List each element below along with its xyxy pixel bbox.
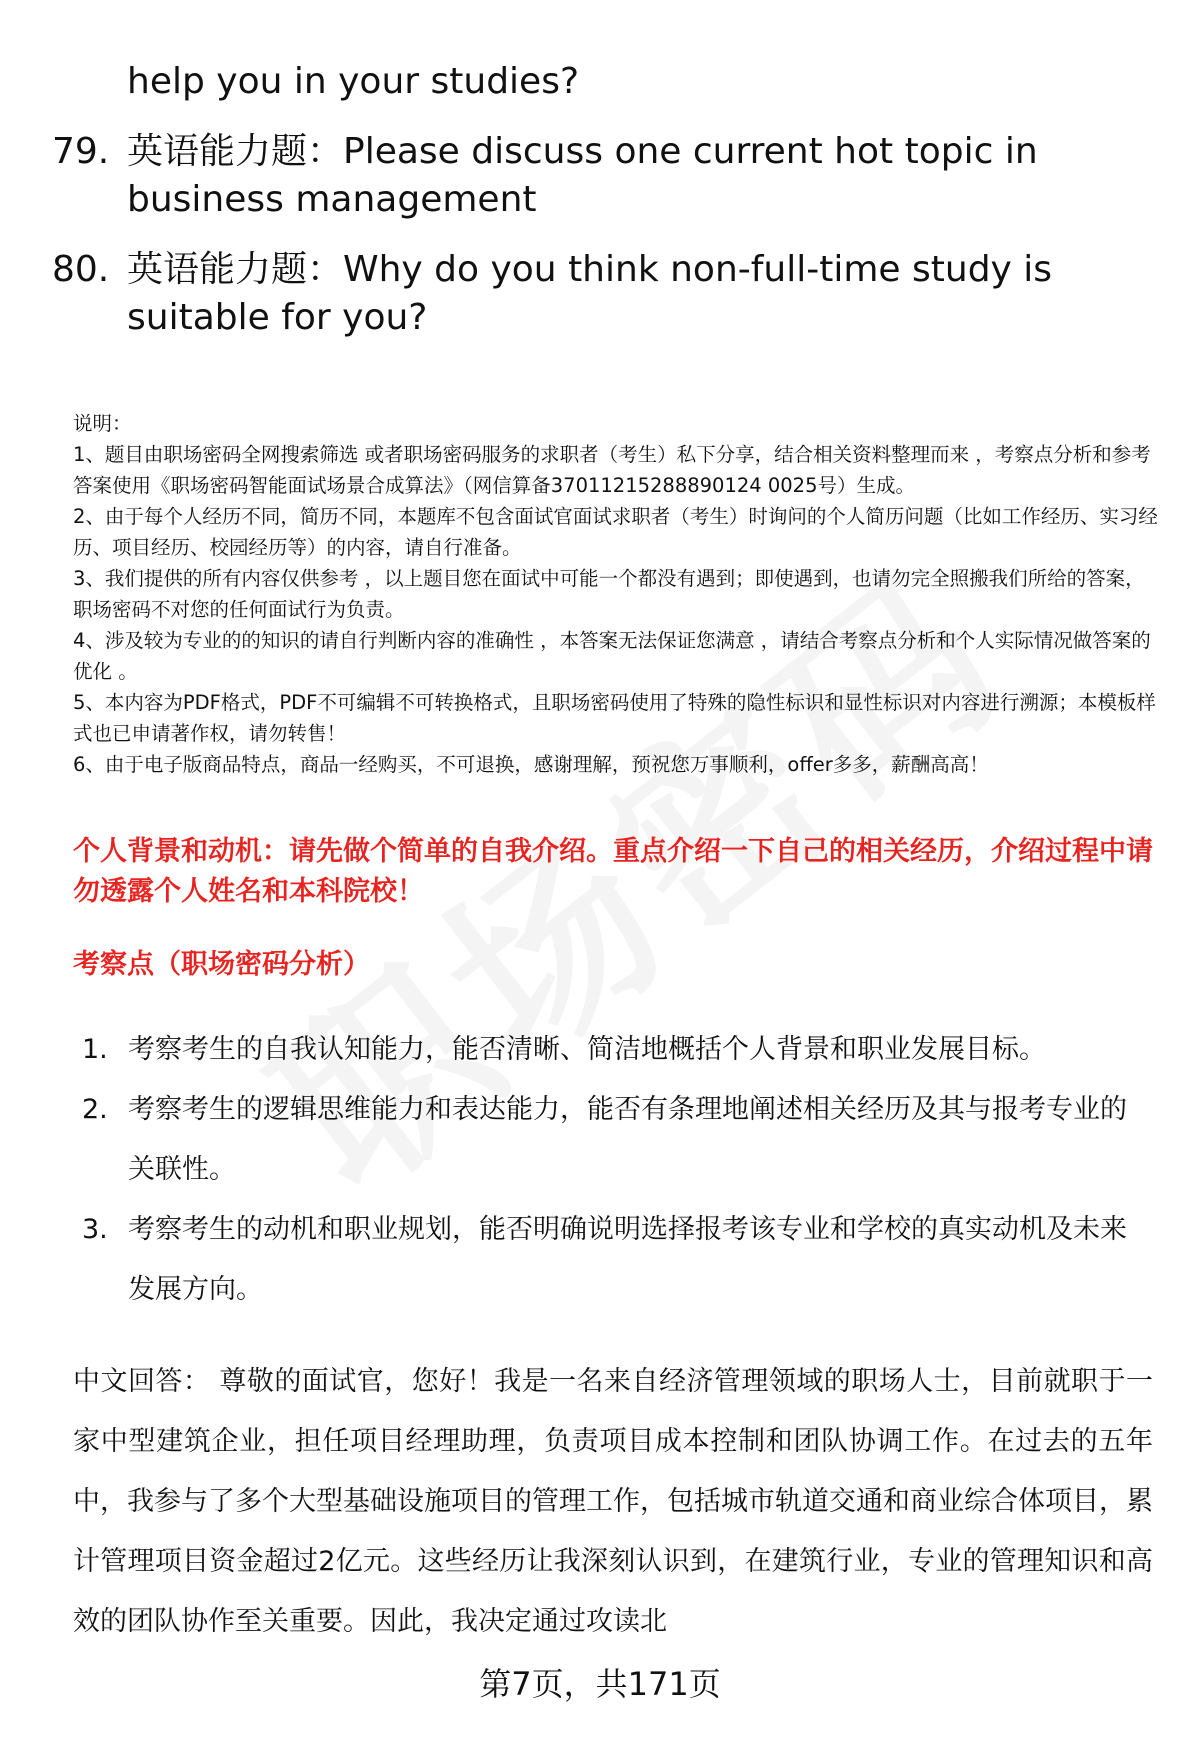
answer-text: 中文回答： 尊敬的面试官，您好！我是一名来自经济管理领域的职场人士，目前就职于一家中型建筑企业，担任项目经理助理，负责项目成本控制和团队协调工作。在过去的五年中，我参与了多个大型基础设施项目的管理工作，包括城市轨道交通和商业综合体项目，累计管理项目资金超过2亿元。这些经历让我深刻认识到，在建筑行业，专业的管理知识和高效的团队协作至关重要。因此，我决定通过攻读北	[73, 1366, 1153, 1637]
note-item: 3、我们提供的所有内容仅供参考 ，以上题目您在面试中可能一个都没有遇到；即使遇到，也请勿完全照搬我们所给的答案，职场密码不对您的任何面试行为负责。	[73, 567, 1145, 621]
notes-title: 说明：	[73, 412, 132, 435]
note-item: 2、由于每个人经历不同，简历不同，本题库不包含面试官面试求职者（考生）时询问的个人简历问题（比如工作经历、实习经历、项目经历、校园经历等）的内容，请自行准备。	[73, 505, 1158, 559]
note-item: 1、题目由职场密码全网搜索筛选 或者职场密码服务的求职者（考生）私下分享，结合相关资料整理而来 ，考察点分析和参考答案使用《职场密码智能面试场景合成算法》（网信算备37011215288890124 0025号）生成。	[73, 443, 1151, 497]
notes-section	[73, 408, 1158, 780]
note-item: 5、本内容为PDF格式，PDF不可编辑不可转换格式，且职场密码使用了特殊的隐性标识和显性标识对内容进行溯源；本模板样式也已申请著作权，请勿转售！	[73, 691, 1156, 745]
point-number: 2.	[82, 1094, 108, 1125]
points-title: 考察点（职场密码分析）	[73, 949, 370, 980]
question-number: 80.	[52, 249, 110, 290]
point-number: 1.	[82, 1034, 108, 1065]
point-item	[82, 1200, 1152, 1320]
point-text: 考察考生的动机和职业规划，能否明确说明选择报考该专业和学校的真实动机及未来发展方向。	[128, 1214, 1127, 1305]
note-item: 4、涉及较为专业的的知识的请自行判断内容的准确性 ，本答案无法保证您满意 ，请结合考察点分析和个人实际情况做答案的优化 。	[73, 629, 1151, 683]
question-title: 个人背景和动机：请先做个简单的自我介绍。重点介绍一下自己的相关经历，介绍过程中请勿透露个人姓名和本科院校！	[73, 836, 1153, 907]
note-item: 6、由于电子版商品特点，商品一经购买，不可退换，感谢理解，预祝您万事顺利，offer多多，薪酬高高！	[73, 753, 989, 776]
question-text: 英语能力题：Why do you think non-full-time study is suitable for you?	[127, 249, 1053, 338]
point-text: 考察考生的逻辑思维能力和表达能力，能否有条理地阐述相关经历及其与报考专业的关联性。	[128, 1094, 1127, 1185]
point-item	[82, 1020, 1152, 1080]
point-item	[82, 1080, 1152, 1200]
points-list	[82, 1020, 1152, 1320]
point-text: 考察考生的自我认知能力，能否清晰、简洁地概括个人背景和职业发展目标。	[128, 1034, 1046, 1065]
question-text: 英语能力题：Please discuss one current hot topic in business management	[127, 131, 1038, 220]
previous-question-continuation: help you in your studies?	[127, 61, 580, 102]
point-number: 3.	[82, 1214, 108, 1245]
page-footer: 第7页，共171页	[479, 1665, 721, 1703]
question-number: 79.	[52, 131, 110, 172]
